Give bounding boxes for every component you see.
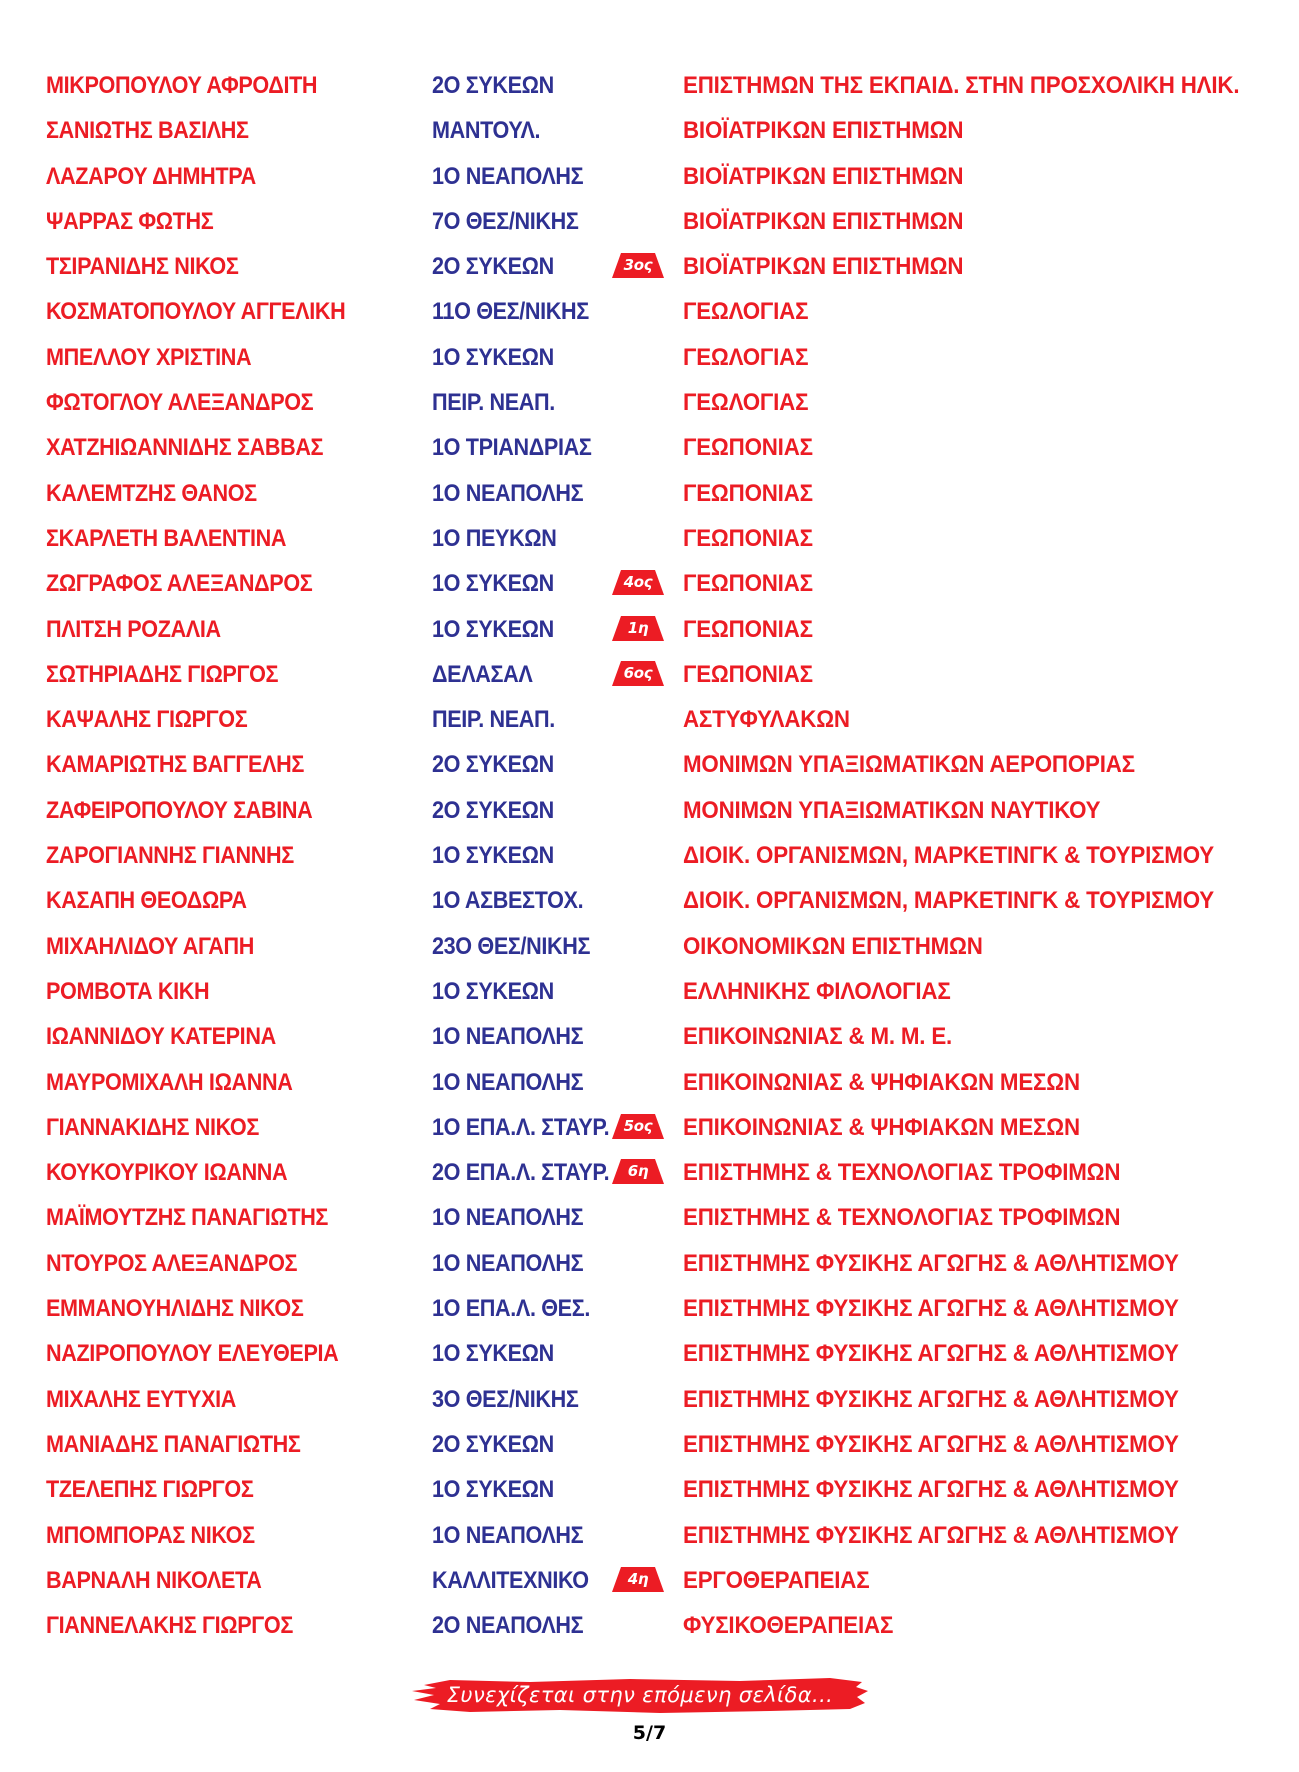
student-name: ΨΑΡΡΑΣ ΦΩΤΗΣ <box>46 207 214 235</box>
department-name: ΕΛΛΗΝΙΚΗΣ ΦΙΛΟΛΟΓΙΑΣ <box>683 977 951 1005</box>
student-name: ΜΑΥΡΟΜΙΧΑΛΗ ΙΩΑΝΝΑ <box>46 1068 293 1096</box>
rank-label: 4η <box>627 1569 649 1588</box>
student-name: ΣΚΑΡΛΕΤΗ ΒΑΛΕΝΤΙΝΑ <box>46 524 287 552</box>
department-name: ΓΕΩΠΟΝΙΑΣ <box>683 615 813 643</box>
school-name: 7Ο ΘΕΣ/ΝΙΚΗΣ <box>432 207 579 235</box>
student-name: ΜΙΚΡΟΠΟΥΛΟΥ ΑΦΡΟΔΙΤΗ <box>46 72 318 99</box>
school-name: 1Ο ΣΥΚΕΩΝ <box>432 1340 554 1368</box>
list-item <box>0 1014 1299 1059</box>
school-name: 2Ο ΣΥΚΕΩΝ <box>432 253 554 281</box>
department-name: ΓΕΩΠΟΝΙΑΣ <box>683 479 813 507</box>
student-name: ΜΑΪΜΟΥΤΖΗΣ ΠΑΝΑΓΙΩΤΗΣ <box>46 1204 329 1232</box>
continued-banner <box>410 1673 870 1717</box>
list-item <box>0 471 1299 516</box>
school-name: 2Ο ΣΥΚΕΩΝ <box>432 796 554 824</box>
school-name: 2Ο ΝΕΑΠΟΛΗΣ <box>432 1612 584 1640</box>
rank-label: 6ος <box>623 663 653 682</box>
school-name: 1Ο ΣΥΚΕΩΝ <box>432 1476 554 1504</box>
department-name: ΓΕΩΛΟΓΙΑΣ <box>683 298 809 326</box>
department-name: ΒΙΟΪΑΤΡΙΚΩΝ ΕΠΙΣΤΗΜΩΝ <box>683 117 964 145</box>
department-name: ΕΠΙΣΤΗΜΗΣ ΦΥΣΙΚΗΣ ΑΓΩΓΗΣ & ΑΘΛΗΤΙΣΜΟΥ <box>683 1295 1179 1323</box>
department-name: ΕΠΙΚΟΙΝΩΝΙΑΣ & ΨΗΦΙΑΚΩΝ ΜΕΣΩΝ <box>683 1113 1080 1141</box>
student-name: ΓΙΑΝΝΕΛΑΚΗΣ ΓΙΩΡΓΟΣ <box>46 1612 293 1640</box>
list-item <box>0 108 1299 153</box>
school-name: 23Ο ΘΕΣ/ΝΙΚΗΣ <box>432 932 591 960</box>
student-name: ΒΑΡΝΑΛΗ ΝΙΚΟΛΕΤΑ <box>46 1566 262 1594</box>
student-name: ΝΤΟΥΡΟΣ ΑΛΕΞΑΝΔΡΟΣ <box>46 1249 298 1277</box>
list-item <box>0 833 1299 878</box>
student-name: ΓΙΑΝΝΑΚΙΔΗΣ ΝΙΚΟΣ <box>46 1113 259 1141</box>
list-item <box>0 1603 1299 1648</box>
list-item <box>0 1060 1299 1105</box>
list-item <box>0 63 1299 108</box>
student-name: ΠΛΙΤΣΗ ΡΟΖΑΛΙΑ <box>46 615 221 643</box>
student-name: ΚΟΥΚΟΥΡΙΚΟΥ ΙΩΑΝΝΑ <box>46 1159 288 1187</box>
list-item <box>0 607 1299 652</box>
student-name: ΣΑΝΙΩΤΗΣ ΒΑΣΙΛΗΣ <box>46 117 249 145</box>
rank-badge <box>612 1159 664 1184</box>
department-name: ΓΕΩΠΟΝΙΑΣ <box>683 434 813 462</box>
student-name: ΝΑΖΙΡΟΠΟΥΛΟΥ ΕΛΕΥΘΕΡΙΑ <box>46 1340 339 1368</box>
student-name: ΚΟΣΜΑΤΟΠΟΥΛΟΥ ΑΓΓΕΛΙΚΗ <box>46 298 346 326</box>
list-item <box>0 969 1299 1014</box>
school-name: ΔΕΛΑΣΑΛ <box>432 660 533 688</box>
department-name: ΑΣΤΥΦΥΛΑΚΩΝ <box>683 706 850 734</box>
results-list <box>0 63 1299 1648</box>
department-name: ΕΠΙΣΤΗΜΗΣ ΦΥΣΙΚΗΣ ΑΓΩΓΗΣ & ΑΘΛΗΤΙΣΜΟΥ <box>683 1385 1179 1413</box>
student-name: ΣΩΤΗΡΙΑΔΗΣ ΓΙΩΡΓΟΣ <box>46 660 279 688</box>
list-item <box>0 652 1299 697</box>
student-name: ΜΙΧΑΛΗΣ ΕΥΤΥΧΙΑ <box>46 1385 236 1413</box>
school-name: 1Ο ΣΥΚΕΩΝ <box>432 343 554 371</box>
school-name: 1Ο ΝΕΑΠΟΛΗΣ <box>432 1521 584 1549</box>
school-name: 1Ο ΝΕΑΠΟΛΗΣ <box>432 1068 584 1096</box>
rank-label: 1η <box>627 618 649 637</box>
list-item <box>0 788 1299 833</box>
school-name: 1Ο ΝΕΑΠΟΛΗΣ <box>432 1204 584 1232</box>
student-name: ΖΑΦΕΙΡΟΠΟΥΛΟΥ ΣΑΒΙΝΑ <box>46 796 313 824</box>
school-name: 3Ο ΘΕΣ/ΝΙΚΗΣ <box>432 1385 579 1413</box>
student-name: ΜΙΧΑΗΛΙΔΟΥ ΑΓΑΠΗ <box>46 932 255 960</box>
school-name: 1Ο ΠΕΥΚΩΝ <box>432 524 557 552</box>
list-item <box>0 1377 1299 1422</box>
student-name: ΖΩΓΡΑΦΟΣ ΑΛΕΞΑΝΔΡΟΣ <box>46 570 313 598</box>
continued-text: Συνεχίζεται στην επόμενη σελίδα... <box>446 1683 834 1707</box>
list-item <box>0 697 1299 742</box>
school-name: 2Ο ΣΥΚΕΩΝ <box>432 1430 554 1458</box>
list-item <box>0 289 1299 334</box>
list-item <box>0 1331 1299 1376</box>
list-item <box>0 1422 1299 1467</box>
student-name: ΚΑΜΑΡΙΩΤΗΣ ΒΑΓΓΕΛΗΣ <box>46 751 304 779</box>
student-name: ΚΑΨΑΛΗΣ ΓΙΩΡΓΟΣ <box>46 706 248 734</box>
department-name: ΔΙΟΙΚ. ΟΡΓΑΝΙΣΜΩΝ, ΜΑΡΚΕΤΙΝΓΚ & ΤΟΥΡΙΣΜΟΥ <box>683 842 1214 870</box>
school-name: 1Ο ΣΥΚΕΩΝ <box>432 842 554 870</box>
school-name: ΠΕΙΡ. ΝΕΑΠ. <box>432 706 555 734</box>
student-name: ΛΑΖΑΡΟΥ ΔΗΜΗΤΡΑ <box>46 162 256 190</box>
department-name: ΕΡΓΟΘΕΡΑΠΕΙΑΣ <box>683 1566 870 1594</box>
student-name: ΚΑΛΕΜΤΖΗΣ ΘΑΝΟΣ <box>46 479 257 507</box>
department-name: ΜΟΝΙΜΩΝ ΥΠΑΞΙΩΜΑΤΙΚΩΝ ΝΑΥΤΙΚΟΥ <box>683 796 1101 824</box>
rank-label: 5ος <box>623 1116 653 1135</box>
school-name: 1Ο ΝΕΑΠΟΛΗΣ <box>432 1023 584 1051</box>
student-name: ΚΑΣΑΠΗ ΘΕΟΔΩΡΑ <box>46 887 247 915</box>
rank-badge <box>612 1567 664 1592</box>
department-name: ΦΥΣΙΚΟΘΕΡΑΠΕΙΑΣ <box>683 1612 894 1640</box>
student-name: ΧΑΤΖΗΙΩΑΝΝΙΔΗΣ ΣΑΒΒΑΣ <box>46 434 324 462</box>
rank-badge <box>612 616 664 641</box>
school-name: 1Ο ΣΥΚΕΩΝ <box>432 977 554 1005</box>
list-item <box>0 425 1299 470</box>
department-name: ΕΠΙΣΤΗΜΗΣ ΦΥΣΙΚΗΣ ΑΓΩΓΗΣ & ΑΘΛΗΤΙΣΜΟΥ <box>683 1476 1179 1504</box>
list-item <box>0 1105 1299 1150</box>
list-item <box>0 1467 1299 1512</box>
list-item <box>0 742 1299 787</box>
list-item <box>0 561 1299 606</box>
list-item <box>0 924 1299 969</box>
student-name: ΡΟΜΒΟΤΑ ΚΙΚΗ <box>46 977 210 1005</box>
department-name: ΟΙΚΟΝΟΜΙΚΩΝ ΕΠΙΣΤΗΜΩΝ <box>683 932 983 960</box>
department-name: ΓΕΩΠΟΝΙΑΣ <box>683 570 813 598</box>
rank-label: 4ος <box>623 573 653 592</box>
department-name: ΕΠΙΣΤΗΜΗΣ ΦΥΣΙΚΗΣ ΑΓΩΓΗΣ & ΑΘΛΗΤΙΣΜΟΥ <box>683 1521 1179 1549</box>
page-number: 5/7 <box>632 1722 667 1744</box>
department-name: ΕΠΙΚΟΙΝΩΝΙΑΣ & ΨΗΦΙΑΚΩΝ ΜΕΣΩΝ <box>683 1068 1080 1096</box>
department-name: ΕΠΙΣΤΗΜΗΣ ΦΥΣΙΚΗΣ ΑΓΩΓΗΣ & ΑΘΛΗΤΙΣΜΟΥ <box>683 1340 1179 1368</box>
list-item <box>0 335 1299 380</box>
list-item <box>0 1286 1299 1331</box>
school-name: 1Ο ΝΕΑΠΟΛΗΣ <box>432 1249 584 1277</box>
department-name: ΜΟΝΙΜΩΝ ΥΠΑΞΙΩΜΑΤΙΚΩΝ ΑΕΡΟΠΟΡΙΑΣ <box>683 751 1135 779</box>
list-item <box>0 1195 1299 1240</box>
list-item <box>0 878 1299 923</box>
student-name: ΜΠΕΛΛΟΥ ΧΡΙΣΤΙΝΑ <box>46 343 252 371</box>
school-name: ΜΑΝΤΟΥΛ. <box>432 117 541 145</box>
list-item <box>0 1513 1299 1558</box>
department-name: ΕΠΙΣΤΗΜΗΣ & ΤΕΧΝΟΛΟΓΙΑΣ ΤΡΟΦΙΜΩΝ <box>683 1159 1121 1187</box>
list-item <box>0 516 1299 561</box>
rank-badge <box>612 661 664 686</box>
department-name: ΓΕΩΠΟΝΙΑΣ <box>683 524 813 552</box>
student-name: ΙΩΑΝΝΙΔΟΥ ΚΑΤΕΡΙΝΑ <box>46 1023 276 1051</box>
department-name: ΕΠΙΣΤΗΜΗΣ ΦΥΣΙΚΗΣ ΑΓΩΓΗΣ & ΑΘΛΗΤΙΣΜΟΥ <box>683 1430 1179 1458</box>
list-item <box>0 1150 1299 1195</box>
rank-badge <box>612 253 664 278</box>
department-name: ΒΙΟΪΑΤΡΙΚΩΝ ΕΠΙΣΤΗΜΩΝ <box>683 162 964 190</box>
student-name: ΤΣΙΡΑΝΙΔΗΣ ΝΙΚΟΣ <box>46 253 239 281</box>
department-name: ΕΠΙΣΤΗΜΩΝ ΤΗΣ ΕΚΠΑΙΔ. ΣΤΗΝ ΠΡΟΣΧΟΛΙΚΗ ΗΛΙΚ. <box>683 72 1240 99</box>
list-item <box>0 380 1299 425</box>
school-name: 1Ο ΣΥΚΕΩΝ <box>432 570 554 598</box>
list-item <box>0 244 1299 289</box>
school-name: 1Ο ΣΥΚΕΩΝ <box>432 615 554 643</box>
student-name: ΤΖΕΛΕΠΗΣ ΓΙΩΡΓΟΣ <box>46 1476 254 1504</box>
department-name: ΔΙΟΙΚ. ΟΡΓΑΝΙΣΜΩΝ, ΜΑΡΚΕΤΙΝΓΚ & ΤΟΥΡΙΣΜΟΥ <box>683 887 1214 915</box>
school-name: ΠΕΙΡ. ΝΕΑΠ. <box>432 389 555 417</box>
department-name: ΓΕΩΛΟΓΙΑΣ <box>683 389 809 417</box>
department-name: ΕΠΙΣΤΗΜΗΣ ΦΥΣΙΚΗΣ ΑΓΩΓΗΣ & ΑΘΛΗΤΙΣΜΟΥ <box>683 1249 1179 1277</box>
student-name: ΦΩΤΟΓΛΟΥ ΑΛΕΞΑΝΔΡΟΣ <box>46 389 314 417</box>
department-name: ΕΠΙΚΟΙΝΩΝΙΑΣ & Μ. Μ. Ε. <box>683 1023 953 1051</box>
list-item <box>0 1241 1299 1286</box>
school-name: 1Ο ΕΠΑ.Λ. ΣΤΑΥΡ. <box>432 1113 610 1141</box>
department-name: ΓΕΩΛΟΓΙΑΣ <box>683 343 809 371</box>
student-name: ΜΠΟΜΠΟΡΑΣ ΝΙΚΟΣ <box>46 1521 255 1549</box>
list-item <box>0 154 1299 199</box>
rank-badge <box>612 1114 664 1139</box>
school-name: 2Ο ΣΥΚΕΩΝ <box>432 72 554 99</box>
student-name: ΕΜΜΑΝΟΥΗΛΙΔΗΣ ΝΙΚΟΣ <box>46 1295 304 1323</box>
school-name: 11Ο ΘΕΣ/ΝΙΚΗΣ <box>432 298 589 326</box>
department-name: ΓΕΩΠΟΝΙΑΣ <box>683 660 813 688</box>
school-name: 1Ο ΝΕΑΠΟΛΗΣ <box>432 162 584 190</box>
rank-label: 6η <box>627 1162 649 1181</box>
school-name: 2Ο ΕΠΑ.Λ. ΣΤΑΥΡ. <box>432 1159 610 1187</box>
list-item <box>0 199 1299 244</box>
school-name: 1Ο ΕΠΑ.Λ. ΘΕΣ. <box>432 1295 590 1323</box>
rank-label: 3ος <box>623 256 653 275</box>
school-name: 1Ο ΑΣΒΕΣΤΟΧ. <box>432 887 584 915</box>
student-name: ΖΑΡΟΓΙΑΝΝΗΣ ΓΙΑΝΝΗΣ <box>46 842 294 870</box>
department-name: ΒΙΟΪΑΤΡΙΚΩΝ ΕΠΙΣΤΗΜΩΝ <box>683 253 964 281</box>
student-name: ΜΑΝΙΑΔΗΣ ΠΑΝΑΓΙΩΤΗΣ <box>46 1430 301 1458</box>
school-name: 2Ο ΣΥΚΕΩΝ <box>432 751 554 779</box>
rank-badge <box>612 570 664 595</box>
department-name: ΕΠΙΣΤΗΜΗΣ & ΤΕΧΝΟΛΟΓΙΑΣ ΤΡΟΦΙΜΩΝ <box>683 1204 1121 1232</box>
list-item <box>0 1558 1299 1603</box>
school-name: 1Ο ΤΡΙΑΝΔΡΙΑΣ <box>432 434 592 462</box>
school-name: ΚΑΛΛΙΤΕΧΝΙΚΟ <box>432 1566 589 1594</box>
department-name: ΒΙΟΪΑΤΡΙΚΩΝ ΕΠΙΣΤΗΜΩΝ <box>683 207 964 235</box>
school-name: 1Ο ΝΕΑΠΟΛΗΣ <box>432 479 584 507</box>
